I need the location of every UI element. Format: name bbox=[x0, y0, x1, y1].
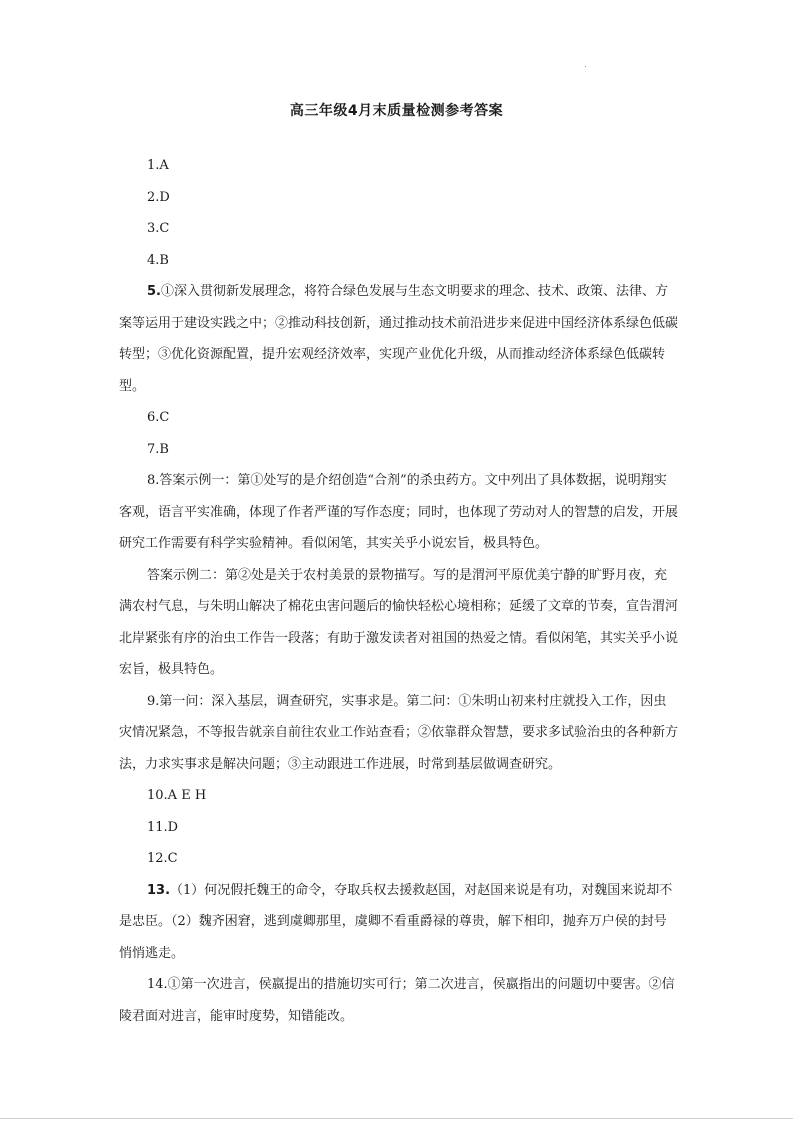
answer-2: 2.D bbox=[147, 189, 170, 205]
answer-13-text: （1）何况假托魏王的命令，夺取兵权去援救赵国，对赵国来说是有功，对魏国来说却不是忠臣。（2）魏齐困窘，逃到虞卿那里，虞卿不看重爵禄的尊贵，解下相印，抛弃万户侯的封号悄悄逃走。 bbox=[119, 882, 673, 961]
answer-6: 6.C bbox=[147, 410, 170, 425]
scan-mark bbox=[585, 66, 586, 67]
answer-11: 11.D bbox=[147, 819, 179, 835]
answer-4: 4.B bbox=[147, 252, 169, 268]
answer-3: 3.C bbox=[147, 221, 170, 236]
answer-14: 14.①第一次进言，侯嬴提出的措施切实可行；第二次进言，侯嬴指出的问题切中要害。②信陵君面对进言，能审时度势，知错能改。 bbox=[119, 977, 675, 1024]
answer-5 bbox=[119, 276, 679, 402]
answer-7: 7.B bbox=[147, 441, 169, 457]
answer-9: 9.第一问：深入基层，调查研究，实事求是。第二问：①朱明山初来村庄就投入工作，因虫灾情况紧急，不等报告就亲自前往农业工作站查看；②依靠群众智慧，要求多试验治虫的各种新方法，力求实事求是解决问题；③主动跟进工作进展，时常到基层做调查研究。 bbox=[119, 693, 679, 772]
answer-8-example-2: 答案示例二：第②处是关于农村美景的景物描写。写的是渭河平原优美宁静的旷野月夜，充满农村气息，与朱明山解决了棉花虫害问题后的愉快轻松心境相称；延缓了文章的节奏，宣告渭河北岸紧张有序的治虫工作告一段落；有助于激发读者对祖国的热爱之情。看似闲笔，其实关乎小说宏旨，极具特色。 bbox=[119, 567, 679, 677]
answer-8-example-1: 8.答案示例一：第①处写的是介绍创造“合剂”的杀虫药方。文中列出了具体数据，说明翔实客观，语言平实准确，体现了作者严谨的写作态度；同时，也体现了劳动对人的智慧的启发，开展研究工作需要有科学实验精神。看似闲笔，其实关乎小说宏旨，极具特色。 bbox=[119, 473, 679, 551]
answer-5-text: ①深入贯彻新发展理念，将符合绿色发展与生态文明要求的理念、技术、政策、法律、方案等运用于建设实践之中；②推动科技创新，通过推动技术前沿进步来促进中国经济体系绿色低碳转型；③优化资源配置，提升宏观经济效率，实现产业优化升级，从而推动经济体系绿色低碳转型。 bbox=[119, 284, 679, 394]
page-bottom-rule bbox=[0, 1118, 793, 1119]
answer-10: 10.A E H bbox=[147, 788, 207, 803]
page-title: 高三年级4月末质量检测参考答案 bbox=[289, 103, 504, 119]
answer-list bbox=[119, 150, 679, 1032]
answer-13 bbox=[119, 875, 679, 970]
answer-12: 12.C bbox=[147, 851, 178, 866]
answer-13-number: 13. bbox=[147, 882, 171, 898]
answer-1: 1.A bbox=[147, 158, 169, 173]
answer-5-number: 5. bbox=[147, 284, 161, 299]
